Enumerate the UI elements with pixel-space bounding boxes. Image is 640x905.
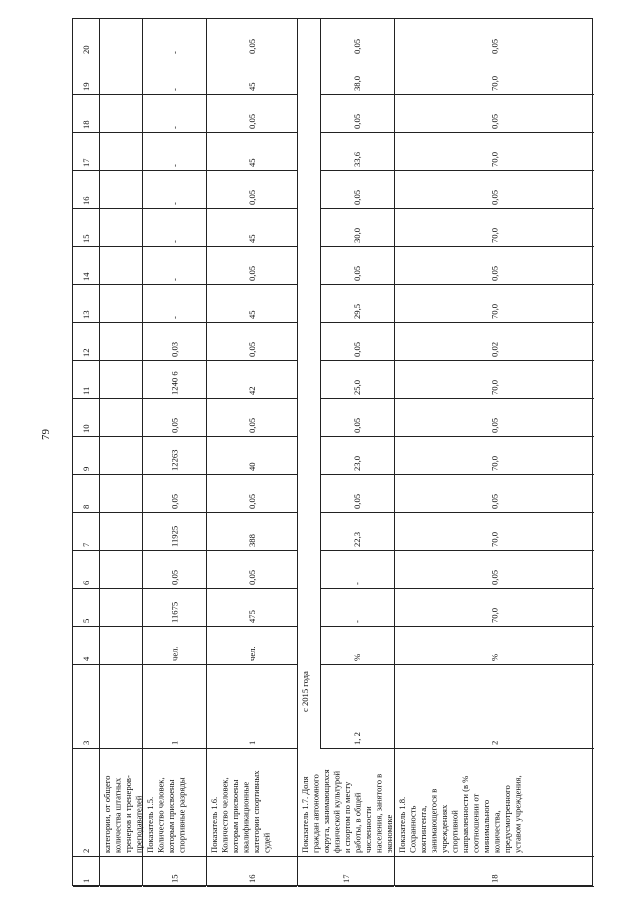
table-cell-col-7 xyxy=(100,513,142,551)
table-cell-col-6: 0,05 xyxy=(143,551,206,589)
table-cell-col-11: 42 xyxy=(207,361,297,399)
indicator-table xyxy=(72,18,593,886)
table-cell-col-5 xyxy=(100,589,142,627)
table-cell-col-6: - xyxy=(320,551,394,589)
table-cell-col-20: 0,05 xyxy=(489,38,500,54)
table-cell-col-9: 70,0 xyxy=(395,437,594,475)
table-cell-col-indicator: Показатель 1.8. Сохранность контингента, занимающегося в учреждениях спортивной направленности (в % соотношении от минимального количества, предусмотренного уставом учреждения, xyxy=(395,749,594,857)
table-cell-col-13: - xyxy=(143,285,206,323)
table-cell-col-13 xyxy=(100,285,142,323)
table-cell-col-9: 12263 xyxy=(143,437,206,475)
table-cell-col-9: 9 xyxy=(73,437,99,475)
table-cell-col-20: - xyxy=(169,51,180,54)
table-row xyxy=(100,19,143,885)
table-cell-col-number: 1 xyxy=(73,857,99,887)
table-cell-col-3: 1 xyxy=(143,665,206,749)
table-cell-col-5: - xyxy=(320,589,394,627)
table-cell-col-19: - xyxy=(143,57,206,95)
table-cell-col-7: 7 xyxy=(73,513,99,551)
table-cell-col-3: 1 xyxy=(207,665,297,749)
table-cell-col-15: 45 xyxy=(207,209,297,247)
table-cell-col-12: 0,03 xyxy=(143,323,206,361)
table-cell-col-15: 15 xyxy=(73,209,99,247)
table-cell-col-5: 70,0 xyxy=(395,589,594,627)
table-cell-col-19: 45 xyxy=(207,57,297,95)
table-header-row xyxy=(73,19,100,885)
table-cell-col-8: 8 xyxy=(73,475,99,513)
table-cell-col-3: 1, 2 xyxy=(320,665,394,749)
table-cell-col-19 xyxy=(100,57,142,95)
table-cell-col-18: 0,05 xyxy=(320,95,394,133)
table-cell-col-8 xyxy=(100,475,142,513)
table-row xyxy=(395,19,594,885)
table-row xyxy=(298,19,395,885)
table-cell-col-7: 70,0 xyxy=(395,513,594,551)
table-cell-col-19: 19 xyxy=(73,57,99,95)
table-cell-col-11: 25,0 xyxy=(320,361,394,399)
table-cell-col-18 xyxy=(100,95,142,133)
table-cell-col-9: 23,0 xyxy=(320,437,394,475)
table-cell-col-10: 0,05 xyxy=(143,399,206,437)
table-cell-col-17: 33,6 xyxy=(320,133,394,171)
table-cell-col-5: 11675 xyxy=(143,589,206,627)
table-cell-col-9 xyxy=(100,437,142,475)
table-cell-col-16: - xyxy=(143,171,206,209)
table-cell-col-6: 0,05 xyxy=(207,551,297,589)
table-cell-col-16: 16 xyxy=(73,171,99,209)
table-cell-col-14: 0,05 xyxy=(395,247,594,285)
table-cell-col-3 xyxy=(100,665,142,749)
table-cell-col-indicator: Показатель 1.5. Количество человек, которым присвоены спортивные разряды xyxy=(143,749,206,857)
table-cell-col-18: 0,05 xyxy=(207,95,297,133)
table-cell-col-14: 14 xyxy=(73,247,99,285)
table-cell-col-12: 0,02 xyxy=(395,323,594,361)
table-cell-col-13: 29,5 xyxy=(320,285,394,323)
page-number: 79 xyxy=(40,429,52,441)
table-cell-col-11: 70,0 xyxy=(395,361,594,399)
table-cell-col-20: 0,05 xyxy=(351,38,362,54)
table-cell-col-10 xyxy=(100,399,142,437)
table-cell-col-unit: чел. xyxy=(143,627,206,665)
table-row xyxy=(143,19,207,885)
table-cell-col-16: 0,05 xyxy=(320,171,394,209)
table-cell-col-15: 30,0 xyxy=(320,209,394,247)
table-cell-col-unit: % xyxy=(320,627,394,665)
table-cell-col-17: 70,0 xyxy=(395,133,594,171)
table-cell-col-12 xyxy=(100,323,142,361)
table-cell-col-17: 17 xyxy=(73,133,99,171)
table-cell-col-8: 0,05 xyxy=(143,475,206,513)
table-cell-col-15 xyxy=(100,209,142,247)
table-cell-col-indicator: Показатель 1.7. Доля граждан автономного округа, занимающихся физической культурой и спортом по месту работы, в общей численности населения, занятого в экономике xyxy=(298,749,394,857)
table-cell-col-11: 11 xyxy=(73,361,99,399)
table-cell-col-18: - xyxy=(143,95,206,133)
table-cell-col-16 xyxy=(100,171,142,209)
table-cell-col-17 xyxy=(100,133,142,171)
table-cell-col-6: 0,05 xyxy=(395,551,594,589)
table-cell-col-20: 0,05 xyxy=(246,38,257,54)
table-cell-col-7: 11925 xyxy=(143,513,206,551)
table-cell-col-8: 0,05 xyxy=(207,475,297,513)
table-cell-col-8: 0,05 xyxy=(320,475,394,513)
table-cell-col-number xyxy=(100,857,142,887)
table-cell-col-8: 0,05 xyxy=(395,475,594,513)
table-cell-col-unit: чел. xyxy=(207,627,297,665)
table-cell-col-10: 0,05 xyxy=(395,399,594,437)
period-divider xyxy=(320,19,321,749)
table-cell-col-11 xyxy=(100,361,142,399)
table-cell-col-number: 15 xyxy=(143,857,206,887)
table-cell-col-6: 6 xyxy=(73,551,99,589)
table-row xyxy=(207,19,298,885)
table-cell-col-15: 70,0 xyxy=(395,209,594,247)
table-cell-col-indicator: Показатель 1.6. Количество человек, которым присвоены квалификационные категории спортивных судей xyxy=(207,749,297,857)
table-cell-col-unit xyxy=(100,627,142,665)
table-cell-col-20 xyxy=(100,19,142,57)
table-cell-col-indicator: категории, от общего количества штатных тренеров и тренеров- преподавателей xyxy=(100,749,142,857)
table-cell-col-12: 12 xyxy=(73,323,99,361)
table-cell-col-19: 38,0 xyxy=(320,57,394,95)
table-cell-col-10: 0,05 xyxy=(207,399,297,437)
table-cell-col-3: 3 xyxy=(73,665,99,749)
table-cell-col-13: 45 xyxy=(207,285,297,323)
table-cell-col-16: 0,05 xyxy=(207,171,297,209)
table-cell-col-9: 40 xyxy=(207,437,297,475)
table-cell-col-18: 0,05 xyxy=(395,95,594,133)
table-cell-col-5: 5 xyxy=(73,589,99,627)
table-cell-col-7: 388 xyxy=(207,513,297,551)
table-cell-col-10: 0,05 xyxy=(320,399,394,437)
table-cell-col-12: 0,05 xyxy=(207,323,297,361)
table-cell-col-11: 1240 6 xyxy=(143,361,206,399)
table-cell-col-3: 2 xyxy=(395,665,594,749)
table-cell-col-15: - xyxy=(143,209,206,247)
table-cell-col-number: 16 xyxy=(207,857,297,887)
table-cell-col-13: 13 xyxy=(73,285,99,323)
period-label: с 2015 года xyxy=(300,671,310,712)
table-cell-col-12: 0,05 xyxy=(320,323,394,361)
table-cell-col-14 xyxy=(100,247,142,285)
table-cell-col-number: 17 xyxy=(298,857,394,887)
table-cell-col-14: - xyxy=(143,247,206,285)
table-cell-col-unit: % xyxy=(395,627,594,665)
table-cell-col-16: 0,05 xyxy=(395,171,594,209)
table-cell-col-20: 20 xyxy=(80,45,91,54)
table-cell-col-unit: 4 xyxy=(73,627,99,665)
table-cell-col-number: 18 xyxy=(395,857,594,887)
table-cell-col-14: 0,05 xyxy=(207,247,297,285)
table-cell-col-14: 0,05 xyxy=(320,247,394,285)
table-cell-col-18: 18 xyxy=(73,95,99,133)
table-cell-col-7: 22,3 xyxy=(320,513,394,551)
table-cell-col-6 xyxy=(100,551,142,589)
table-cell-col-17: 45 xyxy=(207,133,297,171)
table-cell-col-5: 475 xyxy=(207,589,297,627)
table-cell-col-10: 10 xyxy=(73,399,99,437)
table-cell-col-13: 70,0 xyxy=(395,285,594,323)
table-cell-col-19: 70,0 xyxy=(395,57,594,95)
table-cell-col-indicator: 2 xyxy=(73,749,99,857)
table-cell-col-17: - xyxy=(143,133,206,171)
